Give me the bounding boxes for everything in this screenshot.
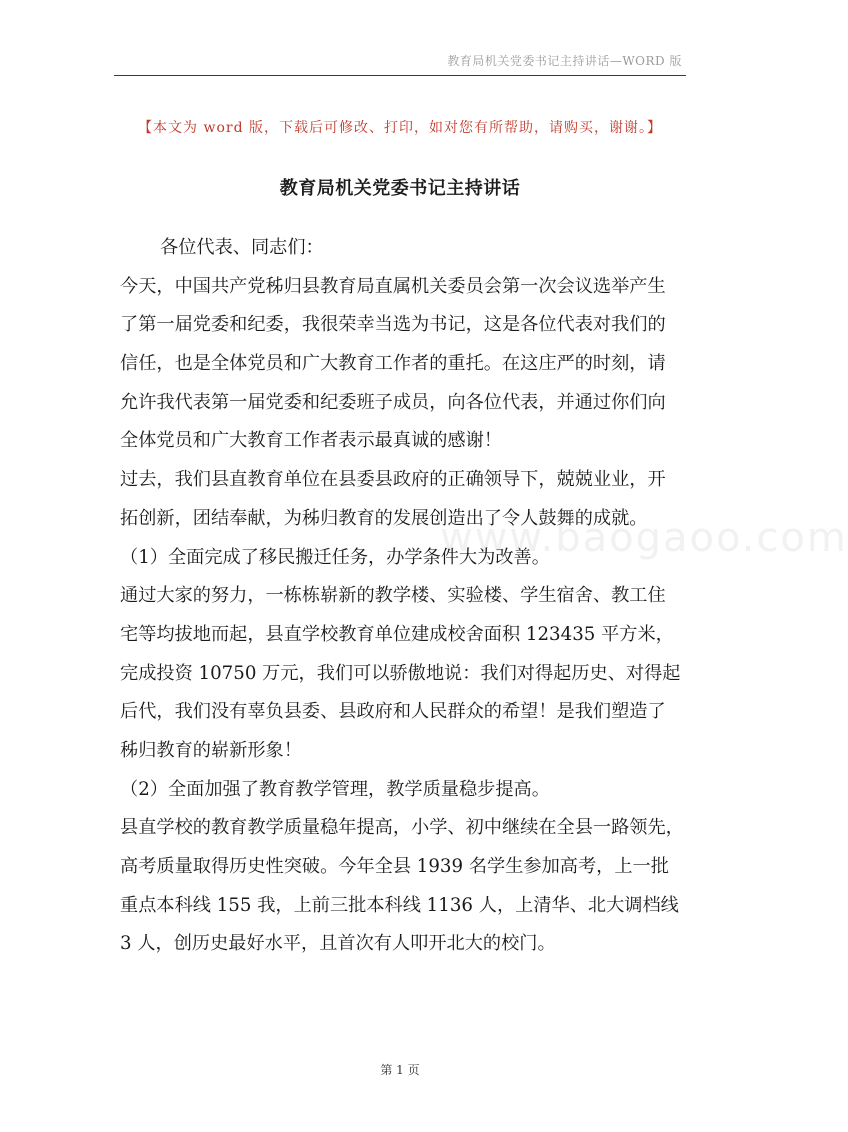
body-line: 宅等均拔地而起，县直学校教育单位建成校舍面积 123435 平方米， xyxy=(120,623,674,645)
body-text xyxy=(120,229,688,964)
body-line: 3 人，创历史最好水平，且首次有人叩开北大的校门。 xyxy=(120,933,556,955)
salutation: 各位代表、同志们： xyxy=(160,237,324,258)
body-line: 拓创新，团结奉献，为秭归教育的发展创造出了令人鼓舞的成就。 xyxy=(120,507,648,529)
body-line: 完成投资 10750 万元，我们可以骄傲地说：我们对得起历史、对得起 xyxy=(120,662,681,684)
body-line: 后代，我们没有辜负县委、县政府和人民群众的希望！是我们塑造了 xyxy=(120,701,666,723)
body-line: 高考质量取得历史性突破。今年全县 1939 名学生参加高考，上一批 xyxy=(120,856,669,877)
body-line: 了第一届党委和纪委，我很荣幸当选为书记，这是各位代表对我们的 xyxy=(120,314,666,336)
body-line: 允许我代表第一届党委和纪委班子成员，向各位代表，并通过你们向 xyxy=(120,391,666,413)
body-line: 秭归教育的崭新形象！ xyxy=(120,739,302,761)
body-line: 县直学校的教育教学质量稳年提高，小学、初中继续在全县一路领先， xyxy=(120,817,684,839)
body-line: 信任，也是全体党员和广大教育工作者的重托。在这庄严的时刻，请 xyxy=(120,353,666,375)
body-line: 过去，我们县直教育单位在县委县政府的正确领导下，兢兢业业，开 xyxy=(120,469,666,491)
section-heading: （1）全面完成了移民搬迁任务，办学条件大为改善。 xyxy=(120,546,550,568)
body-line: 通过大家的努力，一栋栋崭新的教学楼、实验楼、学生宿舍、教工住 xyxy=(120,585,666,607)
running-header: 教育局机关党委书记主持讲话—WORD 版 xyxy=(447,54,682,68)
body-line: 重点本科线 155 我，上前三批本科线 1136 人，上清华、北大调档线 xyxy=(120,894,679,916)
purchase-notice: 【本文为 word 版，下载后可修改、打印，如对您有所帮助，请购买，谢谢。】 xyxy=(138,120,662,136)
watermark: www.baogaoo.com xyxy=(440,515,848,561)
header-rule xyxy=(114,75,686,76)
section-heading: （2）全面加强了教育教学管理，教学质量稳步提高。 xyxy=(120,778,550,800)
body-line: 今天，中国共产党秭归县教育局直属机关委员会第一次会议选举产生 xyxy=(120,275,666,297)
page-title: 教育局机关党委书记主持讲话 xyxy=(279,178,521,199)
body-line: 全体党员和广大教育工作者表示最真诚的感谢！ xyxy=(120,430,502,452)
page-number: 第 1 页 xyxy=(380,1063,420,1077)
